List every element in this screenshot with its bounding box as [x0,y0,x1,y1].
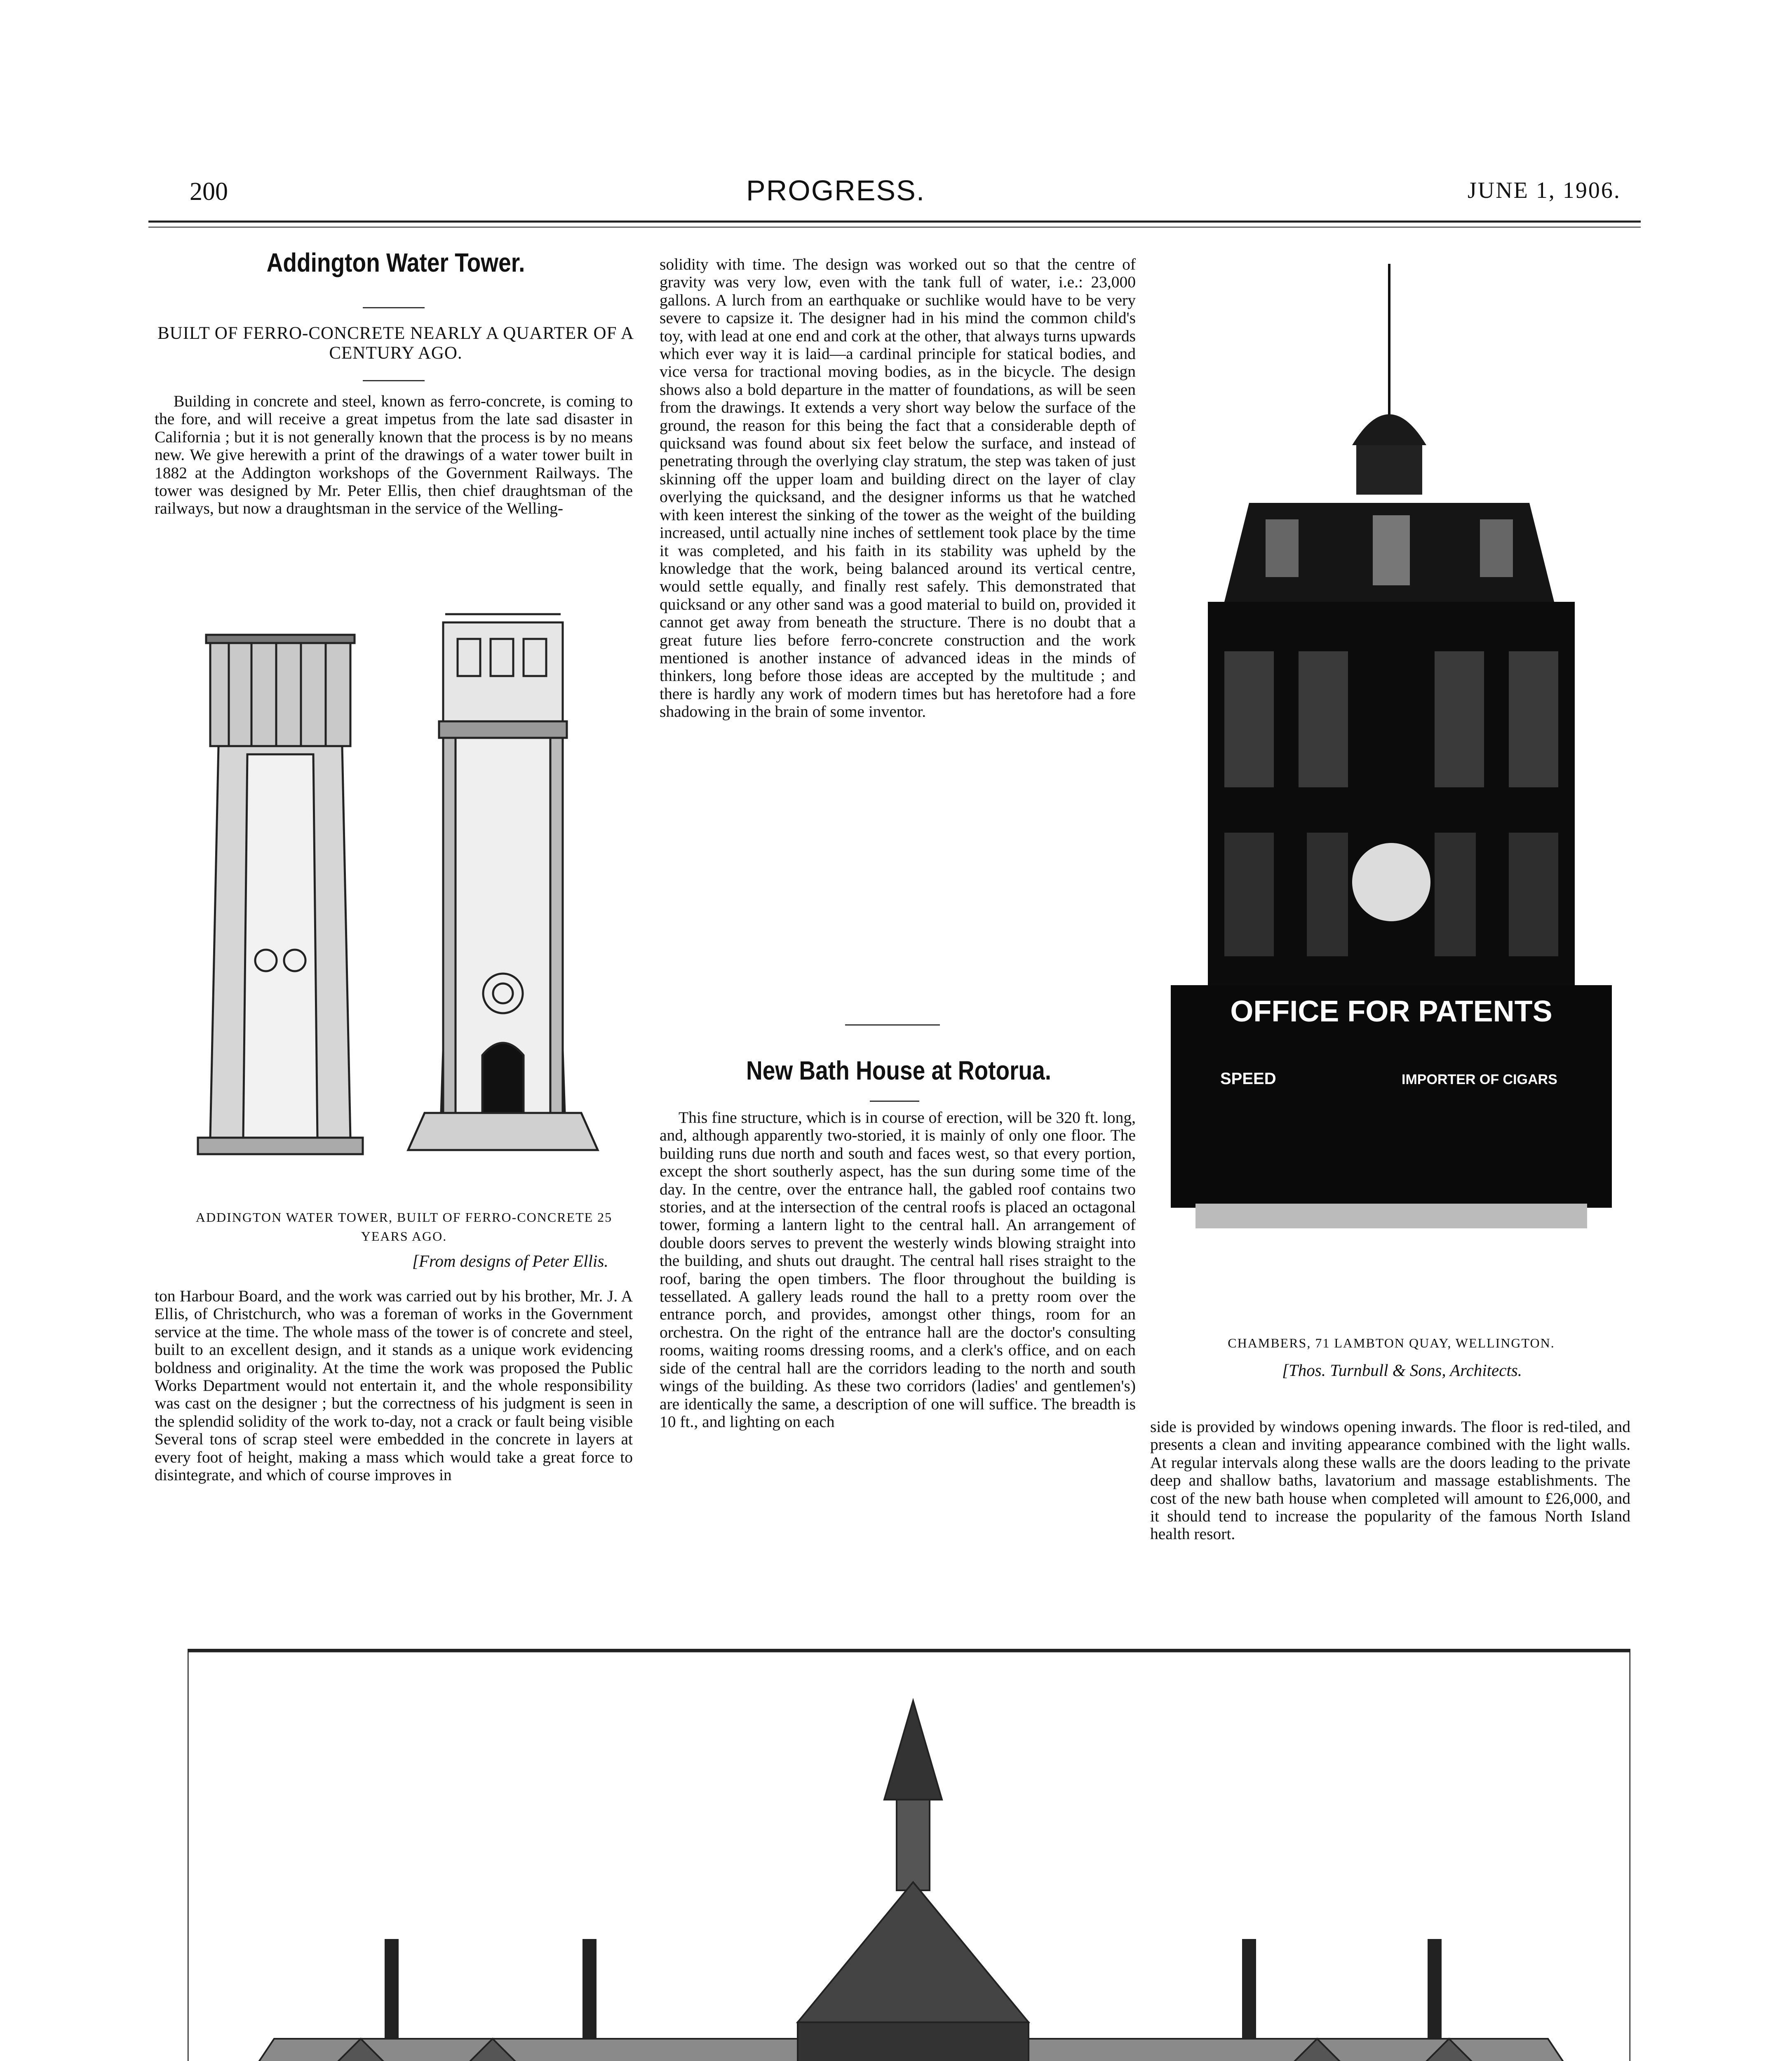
paragraph-text: Building in concrete and steel, known as ferro-concrete, is coming to the fore, and will receive a great impetus from the late sad disaster in California ; but it is not generally known that the process is by no means new. We give herewith a print of the drawings of a water tower built in 1882 at the Addington workshops of the Government Railways. The tower was designed by Mr. Peter Ellis, then chief draughtsman of the railways, but now a draughtsman in the service of the Welling- [155,392,633,518]
paragraph-text: side is provided by windows opening inwards. The floor is red-tiled, and presents a clean and inviting appearance combined with the light walls. At regular intervals along these walls are the doors leading to the private deep and shallow baths, lavatorium and massage establishments. The cost of the new bath house when completed will amount to £26,000, and it should tend to increase the popularity of the famous North Island health resort. [1150,1418,1630,1543]
article2-paragraph-2 [1150,1418,1630,1543]
paragraph-text: This fine structure, which is in course of erection, will be 320 ft. long, and, although apparently two-storied, it is mainly of only one floor. The building runs due north and south and faces west, so that every portion, except the short southerly aspect, has the sun during some time of the day. In the centre, over the entrance hall, the gabled roof contains two stories, and at the intersection of the central roofs is placed an octagonal tower, forming a lantern light to the central hall. An arrangement of double doors serves to prevent the westerly winds blowing straight into the building, and shuts out draught. The central hall rises straight to the roof, baring the open timbers. The floor throughout the building is tessellated. A gallery leads round the hall to a pretty room over the entrance porch, and provides, amongst other things, room for an orchestra. On the right of the entrance hall are the doctor's consulting rooms, waiting rooms dressing rooms, and a clerk's office, and on each side of the central hall are the corridors leading to the north and south wings of the building. As these two corridors (ladies' and gentlemen's) are identically the same, a description of one will suffice. The breadth is 10 ft., and lighting on each [660,1108,1136,1431]
header-rule-bottom [148,227,1641,228]
issue-date: JUNE 1, 1906. [1468,178,1621,203]
section-divider [845,1024,940,1026]
masthead: PROGRESS. [746,174,925,207]
tower-elevation-right [408,614,598,1150]
title-divider-2 [870,1101,919,1102]
article-title-water-tower: Addington Water Tower. [266,248,525,277]
shop-sign-left: SPEED [1220,1070,1276,1088]
article-subtitle: BUILT OF FERRO-CONCRETE NEARLY A QUARTER OF A CENTURY AGO. [157,324,634,363]
water-tower-caption: ADDINGTON WATER TOWER, BUILT OF FERRO-CONCRETE 25 YEARS AGO. [195,1210,613,1244]
article1-paragraph-2 [155,1287,633,1484]
water-tower-drawing [194,606,631,1183]
photo-credit: [Thos. Turnbull & Sons, Architects. [1282,1361,1522,1380]
title-divider [363,307,425,308]
bath-house-drawing [188,1651,1630,2061]
paragraph-text: solidity with time. The design was worked out so that the centre of gravity was very low, even with the tank full of water, i.e.: 23,000 gallons. A lurch from an earthquake or suchlike would have to be very severe to capsize it. The designer had in his mind the common child's toy, with lead at one end and cork at the other, that always turns upwards which ever way it is laid—a cardinal principle for statical bodies, and vice versa for tractional moving bodies, as in the bicycle. The design shows also a bold departure in the matter of foundations, as will be seen from the drawings. It extends a very short way below the surface of the ground, the reason for this being the fact that a considerable depth of quicksand was found about six feet below the surface, and instead of penetrating through the overlying clay stratum, the step was taken of just skinning off the upper loam and building direct on the layer of clay overlying the quicksand, and the designer informs us that he watched with keen interest the sinking of the tower as the weight of the building increased, until actually nine inches of settlement took place by the time it was completed, and his faith in its stability was upheld by the knowledge that the work, being balanced around its vertical centre, would settle equally, and finally rest safely. This demonstrated that quicksand or any other sand was a good material to build on, provided it cannot get away from beneath the structure. There is no doubt that a great future lies before ferro-concrete construction and the work mentioned is another instance of advanced ideas in the minds of thinkers, long before those ideas are accepted by the multitude ; and there is hardly any work of modern times but has heretofore had a fore shadowing in the brain of some inventor. [660,255,1136,721]
photo-caption: CHAMBERS, 71 LAMBTON QUAY, WELLINGTON. [1228,1336,1555,1350]
shop-sign-right: IMPORTER OF CIGARS [1402,1072,1557,1087]
article-title-bath-house: New Bath House at Rotorua. [746,1056,1052,1085]
page-number: 200 [190,178,228,206]
lambton-quay-photo [1171,247,1612,1311]
article1-paragraph-3 [660,256,1136,721]
subtitle-divider [363,380,425,381]
header-rule-top [148,221,1641,223]
patents-sign: OFFICE FOR PATENTS [1230,995,1552,1028]
tower-elevation-left [198,635,363,1154]
article2-paragraph-1 [660,1109,1136,1431]
water-tower-credit: [From designs of Peter Ellis. [412,1251,608,1270]
article1-paragraph-1 [155,392,633,518]
paragraph-text: ton Harbour Board, and the work was carried out by his brother, Mr. J. A Ellis, of Christchurch, who was a foreman of works in the Government service at the time. The whole mass of the tower is of concrete and steel, built to an excellent design, and it stands as a unique work evidencing boldness and originality. At the time the work was proposed the Public Works Department would not entertain it, and the whole responsibility was cast on the designer ; but the correctness of his judgment is seen in the splendid solidity of the work to-day, not a crack or fault being visible Several tons of scrap steel were embedded in the concrete in layers at every foot of height, making a mass which would take a great force to disintegrate, and which of course improves in [155,1287,633,1484]
